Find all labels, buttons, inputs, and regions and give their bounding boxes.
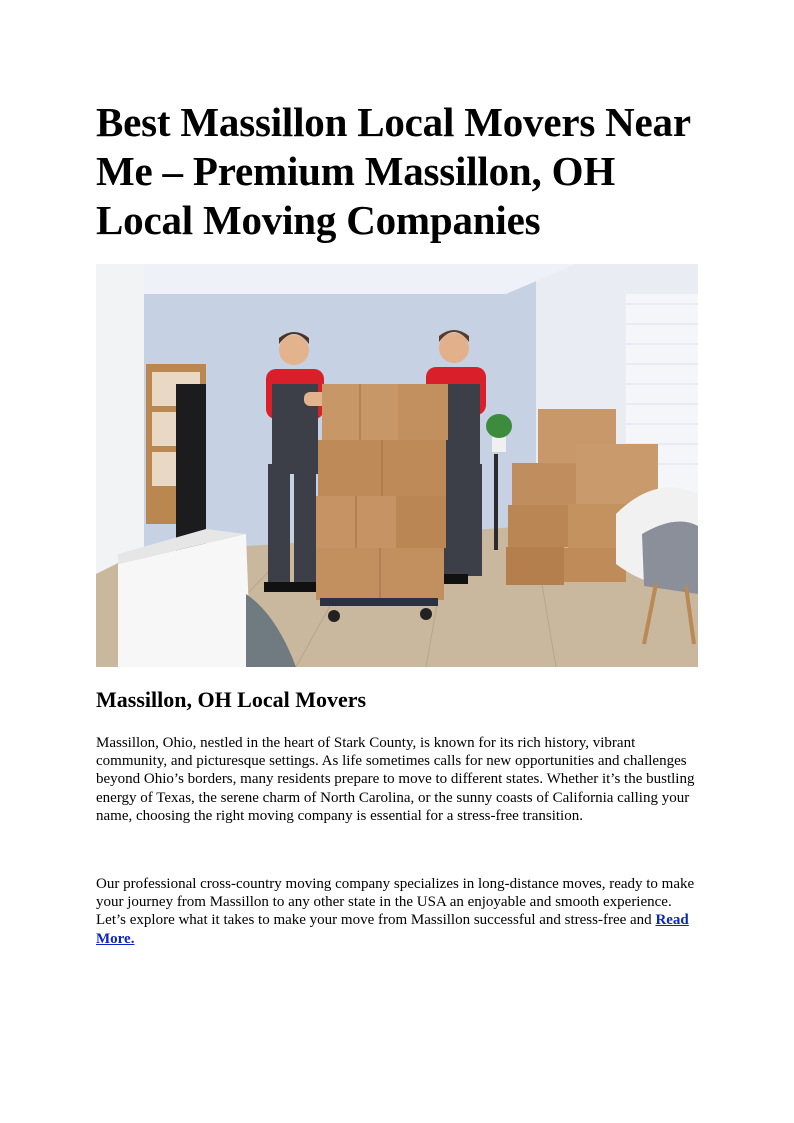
services-paragraph-text: Our professional cross-country moving company specializes in long-distance moves, ready to make your journey from Massillon to any other state in the USA an enjoyable and smooth experience. Let’s explore what it takes to make your move from Massillon successful and stress-free and bbox=[96, 876, 695, 929]
hero-image-movers-with-boxes bbox=[96, 264, 698, 667]
section-heading: Massillon, OH Local Movers bbox=[96, 687, 367, 712]
services-paragraph bbox=[96, 875, 702, 948]
intro-paragraph: Massillon, Ohio, nestled in the heart of Stark County, is known for its rich history, vibrant community, and picturesque settings. As life sometimes calls for new opportunities and challenges beyond Ohio’s borders, many residents prepare to move to different states. Whether it’s the bustling energy of Texas, the serene charm of North Carolina, or the sunny coasts of California calling your name, choosing the right moving company is essential for a stress-free transition. bbox=[96, 735, 695, 824]
page-title: Best Massillon Local Movers Near Me – Premium Massillon, OH Local Moving Companies bbox=[96, 99, 691, 243]
read-more-link[interactable]: Read More. bbox=[96, 912, 689, 947]
